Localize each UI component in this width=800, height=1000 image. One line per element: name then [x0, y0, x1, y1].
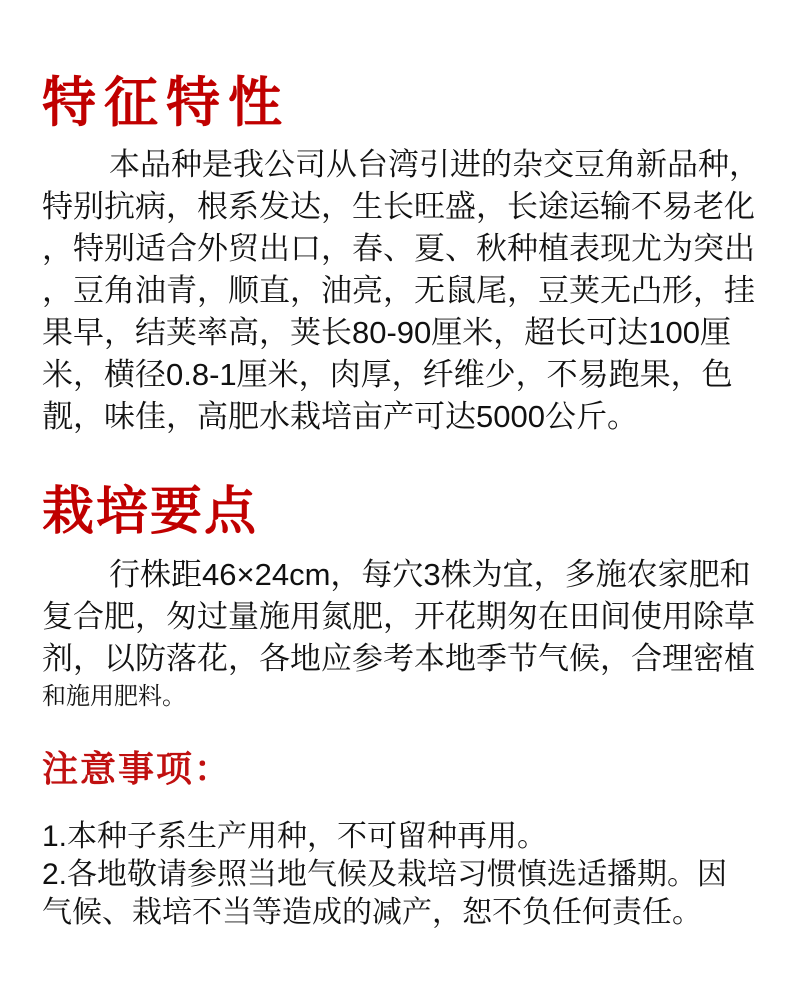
cultivation-text-line-small: 和施用肥料。	[42, 683, 186, 710]
features-text-line: 本品种是我公司从台湾引进的杂交豆角新品种，	[109, 147, 760, 182]
notes-text-line: 1.本种子系生产用种，不可留种再用。	[42, 820, 548, 853]
features-text-line: 果早，结荚率高，荚长80-90厘米，超长可达100厘	[42, 315, 732, 350]
notes-text-line: 2.各地敬请参照当地气候及栽培习惯慎选适播期。因	[42, 858, 728, 891]
cultivation-text-line: 复合肥，匆过量施用氮肥，开花期匆在田间使用除草	[42, 599, 755, 634]
section-heading-notes: 注意事项：	[42, 749, 233, 789]
cultivation-paragraph	[42, 554, 762, 714]
section-heading-cultivation: 栽培要点	[42, 484, 259, 541]
features-paragraph	[42, 144, 762, 438]
notes-text-line: 气候、栽培不当等造成的减产，恕不负任何责任。	[42, 896, 702, 929]
features-text-line: 米，横径0.8-1厘米，肉厚，纤维少，不易跑果，色	[42, 357, 733, 392]
features-text-line: 特别抗病，根系发达，生长旺盛，长途运输不易老化	[42, 189, 755, 224]
features-text-line: ，特别适合外贸出口，春、夏、秋种植表现尤为突出	[42, 231, 755, 266]
cultivation-text-line: 行株距46×24cm，每穴3株为宜，多施农家肥和	[109, 557, 751, 592]
features-text-line: 靓，味佳，高肥水栽培亩产可达5000公斤。	[42, 399, 638, 434]
cultivation-text-line: 剂，以防落花，各地应参考本地季节气候，合理密植	[42, 641, 755, 676]
features-text-line: ，豆角油青，顺直，油亮，无鼠尾，豆荚无凸形，挂	[42, 273, 755, 308]
section-heading-features: 特征特性	[42, 73, 290, 133]
notes-paragraph	[42, 818, 762, 932]
